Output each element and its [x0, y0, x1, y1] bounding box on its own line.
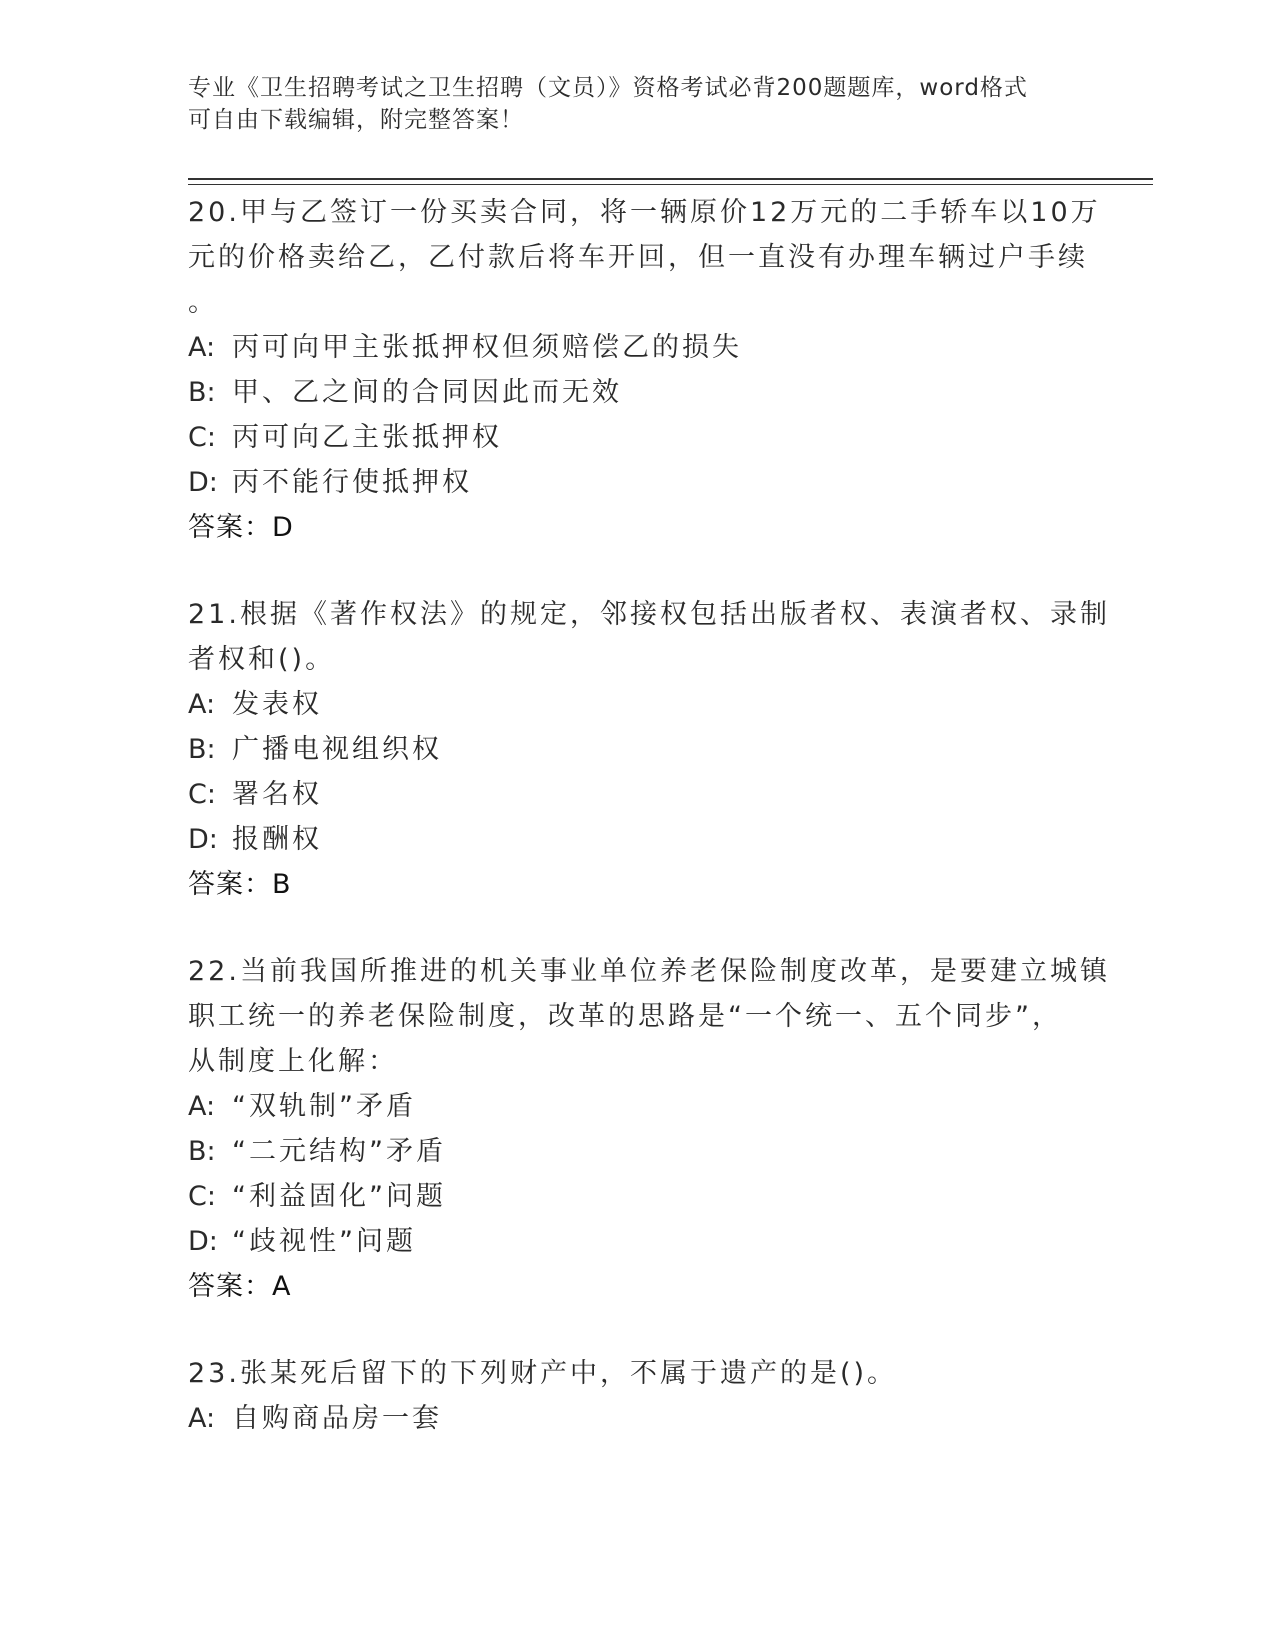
option-text: 丙不能行使抵押权: [232, 467, 472, 498]
question-text-line: 20.甲与乙签订一份买卖合同，将一辆原价12万元的二手轿车以10万: [188, 197, 1101, 228]
option-c: [188, 1174, 1088, 1219]
option-key: B:: [188, 1136, 216, 1167]
option-b: [188, 727, 1088, 772]
option-b: [188, 1129, 1088, 1174]
option-key: B:: [188, 377, 216, 408]
option-d: [188, 460, 1088, 505]
option-b: [188, 370, 1088, 415]
option-key: A:: [188, 332, 216, 363]
document-header: [188, 72, 1088, 136]
option-d: [188, 817, 1088, 862]
option-text: 报酬权: [232, 824, 322, 855]
option-text: 丙可向乙主张抵押权: [232, 422, 502, 453]
option-c: [188, 772, 1088, 817]
option-text: 发表权: [232, 689, 322, 720]
question-text-line: 元的价格卖给乙，乙付款后将车开回，但一直没有办理车辆过户手续: [188, 242, 1088, 273]
question-text-line: 23.张某死后留下的下列财产中，不属于遗产的是()。: [188, 1358, 898, 1389]
option-text: “歧视性”问题: [232, 1226, 416, 1257]
question-text-line: 。: [188, 287, 218, 318]
option-key: C:: [188, 1181, 216, 1212]
option-text: 丙可向甲主张抵押权但须赔偿乙的损失: [232, 332, 742, 363]
header-line-2: 可自由下载编辑，附完整答案！: [188, 107, 524, 133]
question-21: [188, 592, 1110, 907]
question-20: [188, 190, 1101, 550]
question-text-line: 职工统一的养老保险制度，改革的思路是“一个统一、五个同步”，: [188, 1001, 1062, 1032]
header-line-1: 专业《卫生招聘考试之卫生招聘（文员）》资格考试必背200题题库，word格式: [188, 75, 1028, 101]
question-22: [188, 949, 1110, 1309]
option-text: 自购商品房一套: [232, 1403, 442, 1434]
option-a: [188, 682, 1088, 727]
answer-label: 答案：B: [188, 869, 292, 900]
option-text: 署名权: [232, 779, 322, 810]
option-key: A:: [188, 689, 216, 720]
question-text-line: 者权和()。: [188, 644, 336, 675]
option-text: “利益固化”问题: [232, 1181, 446, 1212]
option-d: [188, 1219, 1088, 1264]
option-key: C:: [188, 422, 216, 453]
question-text-line: 21.根据《著作权法》的规定，邻接权包括出版者权、表演者权、录制: [188, 599, 1110, 630]
option-key: A:: [188, 1091, 216, 1122]
option-c: [188, 415, 1088, 460]
option-text: 广播电视组织权: [232, 734, 442, 765]
option-text: “二元结构”矛盾: [232, 1136, 446, 1167]
header-divider-thin: [188, 184, 1153, 185]
option-a: [188, 325, 1088, 370]
question-23: [188, 1351, 1088, 1441]
option-key: D:: [188, 467, 218, 498]
option-text: 甲、乙之间的合同因此而无效: [232, 377, 622, 408]
header-divider-thick: [188, 178, 1153, 180]
option-text: “双轨制”矛盾: [232, 1091, 416, 1122]
question-text-line: 从制度上化解：: [188, 1046, 398, 1077]
option-key: C:: [188, 779, 216, 810]
answer-label: 答案：A: [188, 1271, 292, 1302]
question-list: [188, 190, 1110, 1483]
answer-label: 答案：D: [188, 512, 294, 543]
option-key: A:: [188, 1403, 216, 1434]
option-key: D:: [188, 1226, 218, 1257]
option-key: D:: [188, 824, 218, 855]
option-a: [188, 1396, 1088, 1441]
option-a: [188, 1084, 1088, 1129]
option-key: B:: [188, 734, 216, 765]
question-text-line: 22.当前我国所推进的机关事业单位养老保险制度改革，是要建立城镇: [188, 956, 1110, 987]
